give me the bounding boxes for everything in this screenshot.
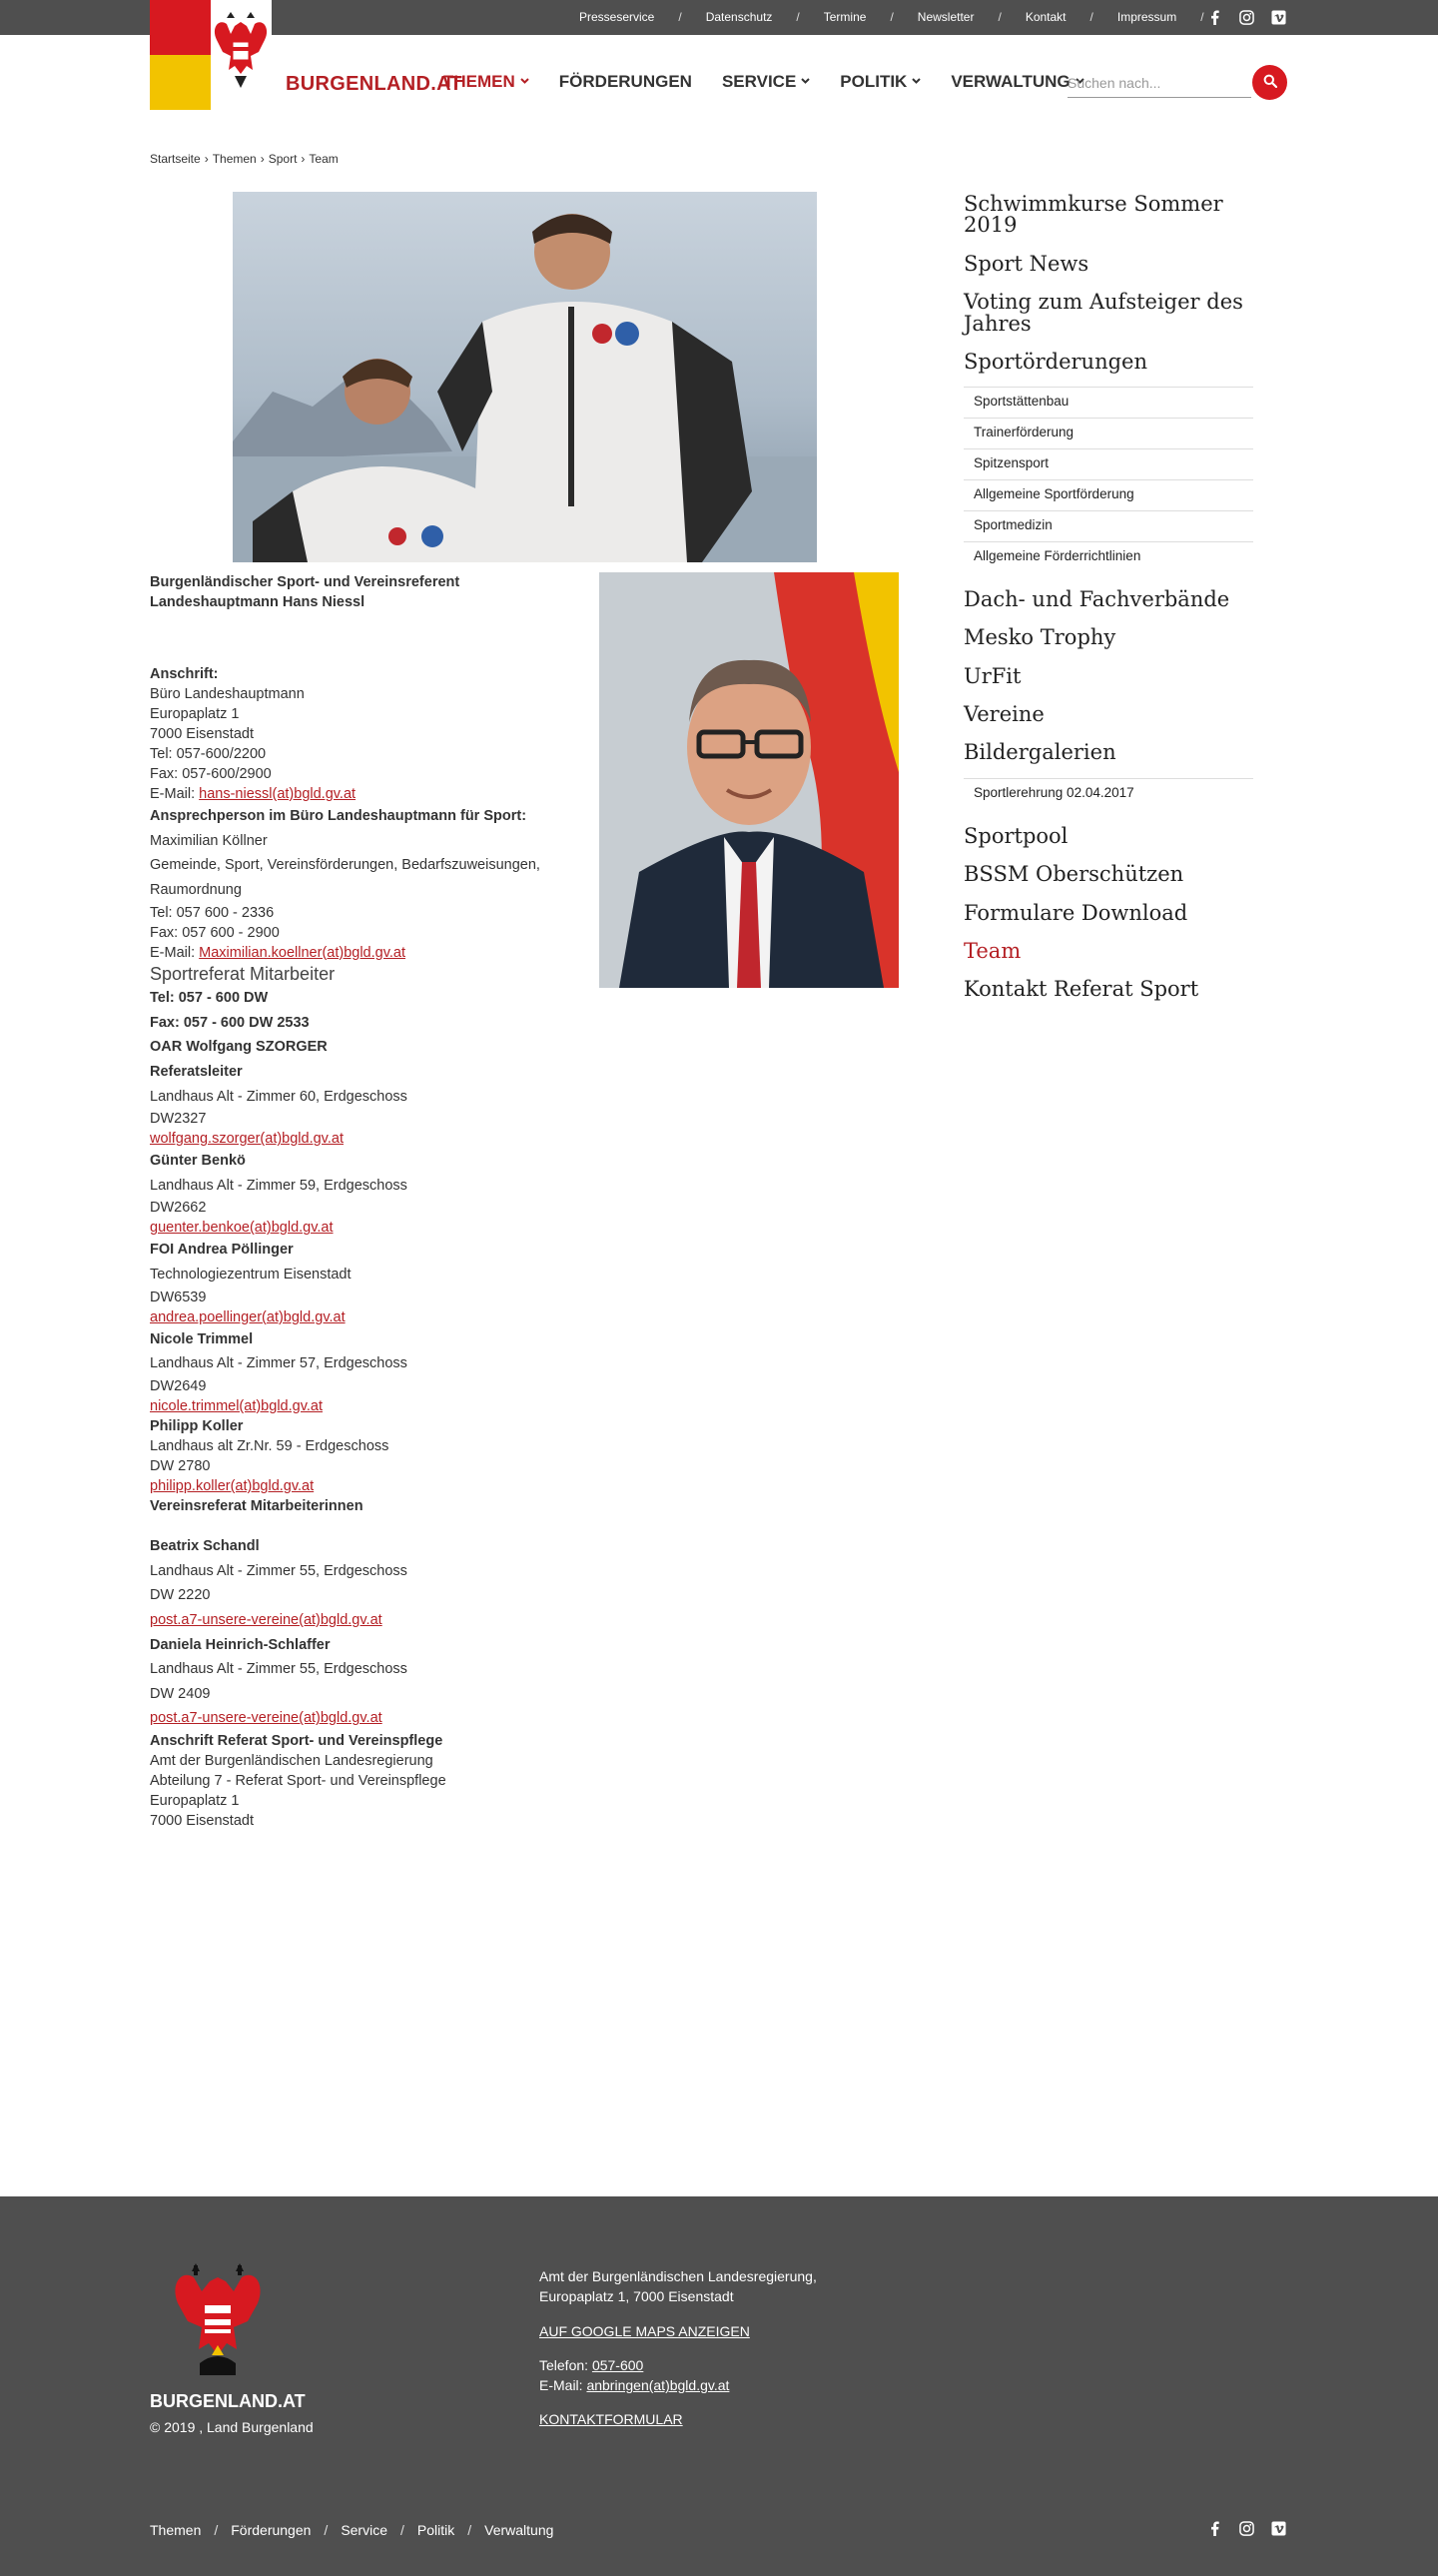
- contact-label: Ansprechperson im Büro Landeshauptmann für Sport:: [150, 808, 527, 824]
- staff-email-line: [150, 1476, 589, 1496]
- contact-tel: Tel: 057 600 - 2336: [150, 904, 275, 921]
- link-separator: /: [1089, 9, 1093, 24]
- sidebar-item-verbaende[interactable]: Dach- und Fachverbände: [964, 586, 1230, 611]
- sidebar-item-sport-news[interactable]: Sport News: [964, 251, 1089, 276]
- facebook-icon[interactable]: [1206, 10, 1222, 26]
- site-footer: [0, 2196, 1438, 2576]
- main-navigation: [443, 68, 1084, 95]
- vimeo-icon[interactable]: [1270, 10, 1286, 26]
- verein-location: Landhaus Alt - Zimmer 55, Erdgeschoss: [150, 1661, 407, 1678]
- search-button[interactable]: [1252, 65, 1287, 100]
- verein-heading: Vereinsreferat Mitarbeiterinnen: [150, 1498, 363, 1514]
- sidebar-subitem[interactable]: Allgemeine Förderrichtlinien: [974, 547, 1141, 563]
- burgenland-coat-of-arms-logo[interactable]: [150, 0, 272, 110]
- sidebar-subitem[interactable]: Spitzensport: [964, 449, 1253, 480]
- nav-label: THEMEN: [443, 72, 515, 91]
- office-line: Fax: 057-600/2900: [150, 766, 272, 782]
- contact-email-link[interactable]: Maximilian.koellner(at)bgld.gv.at: [199, 944, 406, 961]
- footer-email-link[interactable]: anbringen(at)bgld.gv.at: [586, 2377, 730, 2394]
- address-label: Anschrift:: [150, 666, 219, 682]
- team-photo-sailors: [233, 192, 817, 562]
- sidebar-item-team[interactable]: Team: [964, 938, 1022, 963]
- staff-location: Landhaus Alt - Zimmer 59, Erdgeschoss: [150, 1177, 407, 1194]
- staff-name: Nicole Trimmel: [150, 1330, 254, 1347]
- footer-social-links: [1206, 2520, 1286, 2536]
- sidebar-subitem[interactable]: Allgemeine Sportförderung: [964, 480, 1253, 511]
- staff-name: Günter Benkö: [150, 1153, 246, 1170]
- staff-email-line: [150, 1129, 589, 1149]
- sidebar-item-mesko-trophy[interactable]: Mesko Trophy: [964, 625, 1116, 650]
- staff-location: Technologiezentrum Eisenstadt: [150, 1267, 352, 1284]
- chevron-down-icon: [912, 76, 921, 87]
- link-kontakt[interactable]: Kontakt: [1025, 9, 1067, 24]
- staff-role: Referatsleiter: [150, 1063, 243, 1080]
- breadcrumb-separator: ›: [301, 152, 306, 166]
- verein-dw: DW 2409: [150, 1685, 211, 1702]
- link-separator: /: [890, 9, 894, 24]
- staff-dw: DW2649: [150, 1378, 207, 1394]
- intro-title: Burgenländischer Sport- und Vereinsreferent: [150, 574, 460, 590]
- link-termine[interactable]: Termine: [823, 9, 867, 24]
- link-separator: /: [998, 9, 1002, 24]
- staff-dw: DW2327: [150, 1111, 207, 1128]
- sidebar-item-formulare[interactable]: Formulare Download: [964, 900, 1188, 925]
- verein-email-line: [150, 1608, 589, 1633]
- footer-navigation: [150, 2519, 553, 2541]
- footer-phone-link[interactable]: 057-600: [591, 2356, 644, 2373]
- staff-dw: DW2662: [150, 1200, 207, 1217]
- staff-name: FOI Andrea Pöllinger: [150, 1242, 294, 1259]
- staff-email-line: [150, 1218, 589, 1238]
- office-email-link[interactable]: hans-niessl(at)bgld.gv.at: [199, 786, 357, 802]
- verein-email-line: [150, 1706, 589, 1731]
- breadcrumb-startseite[interactable]: Startseite: [150, 152, 201, 166]
- footer-contact-info: [539, 2266, 817, 2430]
- nav-label: VERWALTUNG: [951, 72, 1071, 91]
- staff-email-link[interactable]: philipp.koller(at)bgld.gv.at: [150, 1478, 315, 1494]
- intro-subtitle: Landeshauptmann Hans Niessl: [150, 594, 365, 610]
- footer-email-label: E-Mail:: [539, 2377, 587, 2394]
- sidebar-submenu-bildergalerien: [964, 778, 1253, 809]
- footer-nav-separator: /: [400, 2522, 404, 2538]
- breadcrumb-sport[interactable]: Sport: [268, 152, 298, 166]
- footer-email-line: [539, 2375, 817, 2395]
- referat-address-line: Abteilung 7 - Referat Sport- und Vereinspflege: [150, 1773, 446, 1790]
- nav-themen[interactable]: [443, 68, 529, 95]
- footer-nav-separator: /: [214, 2522, 219, 2538]
- footer-coat-of-arms-logo[interactable]: [170, 2260, 266, 2380]
- sidebar-subitem[interactable]: Sportstättenbau: [964, 388, 1253, 419]
- search-input[interactable]: [1068, 68, 1251, 98]
- email-prefix: E-Mail:: [150, 786, 200, 802]
- staff-dw: DW 2780: [150, 1458, 211, 1474]
- link-separator: /: [678, 9, 682, 24]
- office-line: Büro Landeshauptmann: [150, 686, 305, 702]
- sidebar-subitem[interactable]: Sportmedizin: [964, 511, 1253, 542]
- vimeo-icon[interactable]: [1270, 2520, 1286, 2536]
- staff-fax: Fax: 057 - 600 DW 2533: [150, 1014, 310, 1031]
- breadcrumb-current: Team: [309, 152, 339, 166]
- main-content: [150, 572, 589, 1831]
- sidebar-subitem[interactable]: Sportlerehrung 02.04.2017: [974, 784, 1134, 800]
- instagram-icon[interactable]: [1238, 2520, 1254, 2536]
- nav-verwaltung[interactable]: [951, 68, 1083, 95]
- footer-nav-separator: /: [467, 2522, 472, 2538]
- office-line: Europaplatz 1: [150, 706, 240, 722]
- staff-location: Landhaus alt Zr.Nr. 59 - Erdgeschoss: [150, 1438, 389, 1454]
- footer-nav-separator: /: [324, 2522, 329, 2538]
- referat-address-line: 7000 Eisenstadt: [150, 1813, 254, 1830]
- staff-dw: DW6539: [150, 1288, 207, 1305]
- verein-name: Beatrix Schandl: [150, 1538, 260, 1554]
- staff-location: Landhaus Alt - Zimmer 60, Erdgeschoss: [150, 1088, 407, 1105]
- sidebar-item-bssm[interactable]: BSSM Oberschützen: [964, 862, 1184, 887]
- link-separator: /: [796, 9, 800, 24]
- nav-politik[interactable]: [840, 68, 921, 95]
- sidebar-item-kontakt[interactable]: Kontakt Referat Sport: [964, 977, 1199, 1002]
- instagram-icon[interactable]: [1238, 10, 1254, 26]
- sidebar-navigation: [964, 194, 1253, 1018]
- breadcrumb-themen[interactable]: Themen: [212, 152, 257, 166]
- nav-label: SERVICE: [721, 72, 797, 91]
- sidebar-item-vereine[interactable]: Vereine: [964, 702, 1045, 726]
- staff-email-line: [150, 1307, 589, 1327]
- footer-phone-label: Telefon:: [539, 2356, 592, 2373]
- chevron-down-icon: [801, 76, 810, 87]
- breadcrumb-separator: ›: [204, 152, 209, 166]
- sidebar-item-voting[interactable]: Voting zum Aufsteiger des Jahres: [964, 290, 1243, 336]
- staff-email-line: [150, 1396, 589, 1416]
- link-separator: /: [1200, 9, 1204, 24]
- chevron-down-icon: [520, 76, 529, 87]
- facebook-icon[interactable]: [1206, 2520, 1222, 2536]
- footer-org-line: Europaplatz 1, 7000 Eisenstadt: [539, 2288, 734, 2305]
- contact-email-line: [150, 943, 589, 963]
- breadcrumb: [150, 150, 339, 169]
- footer-nav-service[interactable]: Service: [341, 2522, 387, 2538]
- search-icon: [1263, 74, 1277, 91]
- verein-location: Landhaus Alt - Zimmer 55, Erdgeschoss: [150, 1562, 407, 1579]
- social-links: [1206, 0, 1286, 35]
- utility-links: [579, 0, 1228, 35]
- staff-name: Philipp Koller: [150, 1418, 244, 1434]
- link-impressum[interactable]: Impressum: [1116, 9, 1177, 24]
- google-maps-link[interactable]: AUF GOOGLE MAPS ANZEIGEN: [539, 2322, 750, 2339]
- sidebar-item-sportpool[interactable]: Sportpool: [964, 823, 1069, 848]
- sidebar-subitem[interactable]: Trainerförderung: [964, 419, 1253, 449]
- footer-phone-line: [539, 2355, 817, 2375]
- staff-location: Landhaus Alt - Zimmer 57, Erdgeschoss: [150, 1355, 407, 1372]
- staff-name: OAR Wolfgang SZORGER: [150, 1039, 328, 1056]
- sidebar-item-schwimmkurse[interactable]: Schwimmkurse Sommer 2019: [964, 192, 1223, 238]
- footer-nav-themen[interactable]: Themen: [150, 2522, 202, 2538]
- staff-email-link[interactable]: guenter.benkoe(at)bgld.gv.at: [150, 1220, 334, 1237]
- nav-foerderungen[interactable]: [559, 68, 692, 95]
- office-line: Tel: 057-600/2200: [150, 746, 267, 762]
- footer-org-line: Amt der Burgenländischen Landesregierung,: [539, 2268, 817, 2284]
- verein-name: Daniela Heinrich-Schlaffer: [150, 1636, 331, 1653]
- footer-brand: BURGENLAND.AT: [150, 2391, 306, 2411]
- footer-copyright: © 2019 , Land Burgenland: [150, 2419, 314, 2435]
- staff-email-link[interactable]: andrea.poellinger(at)bgld.gv.at: [150, 1308, 346, 1325]
- nav-label: POLITIK: [840, 72, 908, 91]
- nav-service[interactable]: [722, 68, 810, 95]
- site-brand[interactable]: BURGENLAND.AT: [286, 73, 462, 95]
- link-presseservice[interactable]: Presseservice: [579, 9, 655, 24]
- sidebar-submenu-foerderungen: [964, 387, 1253, 571]
- contact-form-link[interactable]: KONTAKTFORMULAR: [539, 2411, 683, 2428]
- footer-nav-verwaltung[interactable]: Verwaltung: [484, 2522, 554, 2538]
- referat-heading: Anschrift Referat Sport- und Vereinspflege: [150, 1733, 443, 1750]
- link-newsletter[interactable]: Newsletter: [917, 9, 975, 24]
- portrait-photo-landeshauptmann: [599, 572, 899, 988]
- staff-tel: Tel: 057 - 600 DW: [150, 989, 269, 1006]
- footer-nav-foerderungen[interactable]: Förderungen: [231, 2522, 312, 2538]
- verein-dw: DW 2220: [150, 1587, 211, 1604]
- breadcrumb-separator: ›: [260, 152, 265, 166]
- office-email-line: [150, 784, 589, 804]
- sidebar-item-sportfoerderungen[interactable]: Sportörderungen: [964, 350, 1147, 375]
- email-prefix: E-Mail:: [150, 944, 200, 961]
- link-datenschutz[interactable]: Datenschutz: [705, 9, 773, 24]
- staff-heading: Sportreferat Mitarbeiter: [150, 963, 336, 984]
- verein-email-link[interactable]: post.a7-unsere-vereine(at)bgld.gv.at: [150, 1611, 382, 1628]
- contact-fax: Fax: 057 600 - 2900: [150, 924, 280, 941]
- contact-tasks: Gemeinde, Sport, Vereinsförderungen, Bedarfszuweisungen, Raumordnung: [150, 857, 540, 898]
- referat-address-line: Amt der Burgenländischen Landesregierung: [150, 1753, 433, 1770]
- referat-address-line: Europaplatz 1: [150, 1793, 240, 1810]
- staff-email-link[interactable]: wolfgang.szorger(at)bgld.gv.at: [150, 1131, 344, 1148]
- sidebar-item-urfit[interactable]: UrFit: [964, 663, 1022, 688]
- footer-nav-politik[interactable]: Politik: [416, 2522, 455, 2538]
- sidebar-item-bildergalerien[interactable]: Bildergalerien: [964, 740, 1116, 765]
- contact-name: Maximilian Köllner: [150, 832, 268, 849]
- office-line: 7000 Eisenstadt: [150, 726, 254, 742]
- verein-email-link[interactable]: post.a7-unsere-vereine(at)bgld.gv.at: [150, 1710, 382, 1727]
- nav-label: FÖRDERUNGEN: [558, 72, 692, 91]
- staff-email-link[interactable]: nicole.trimmel(at)bgld.gv.at: [150, 1398, 323, 1414]
